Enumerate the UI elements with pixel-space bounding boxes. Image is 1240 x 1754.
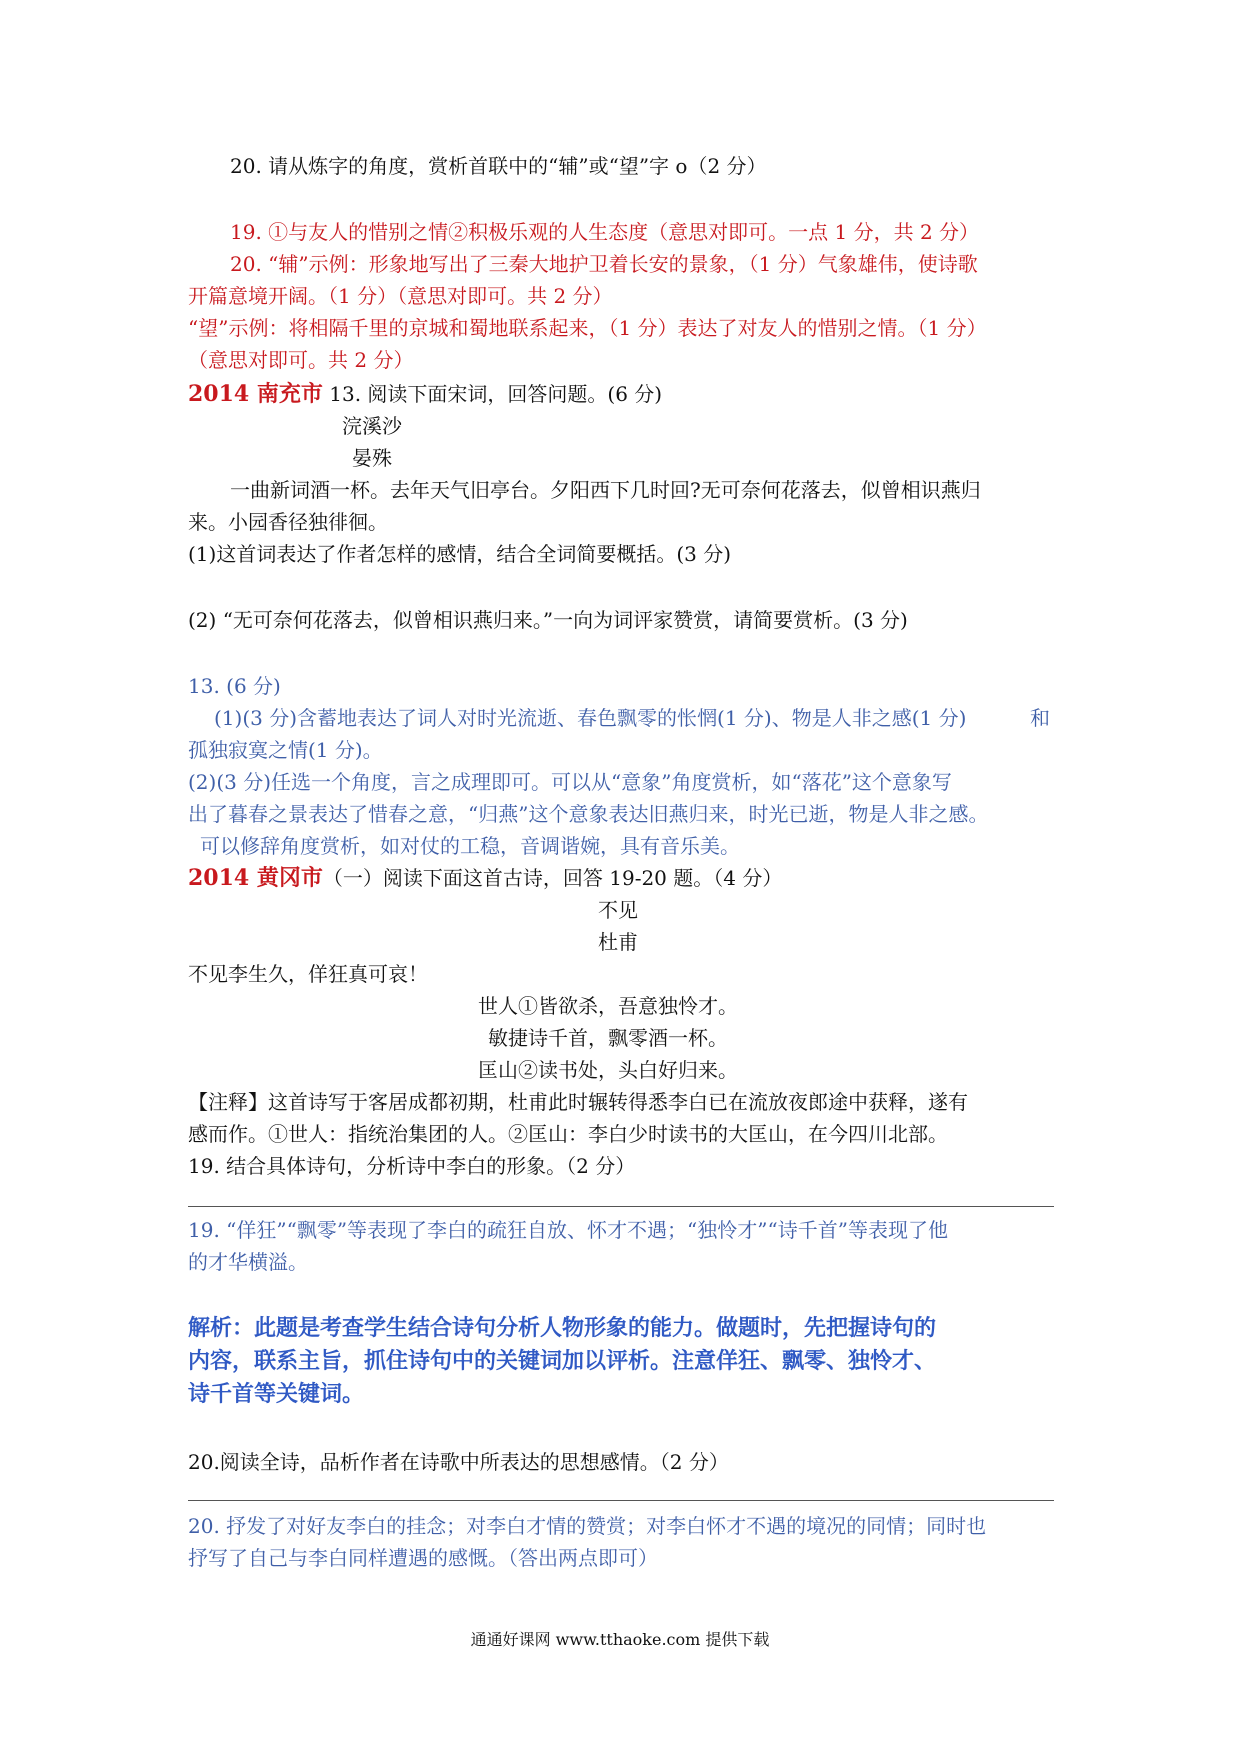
page-footer: 通通好课网 www.tthaoke.com 提供下载 bbox=[470, 1630, 770, 1649]
huanggang-intro: （一）阅读下面这首古诗，回答 19-20 题。（4 分） bbox=[322, 866, 783, 890]
huanggang-answer-20-line2: 抒写了自己与李白同样遭遇的感慨。（答出两点即可） bbox=[188, 1546, 658, 1570]
nanchong-subquestion-1: (1)这首词表达了作者怎样的感情，结合全词简要概括。(3 分) bbox=[188, 542, 732, 566]
poem-line-1: 不见李生久，佯狂真可哀！ bbox=[188, 962, 428, 986]
poem-line-3: 敏捷诗千首，飘零酒一杯。 bbox=[488, 1026, 728, 1050]
answer-20-line1: 20. “辅”示例：形象地写出了三秦大地护卫着长安的景象，（1 分）气象雄伟，使诗歌 bbox=[230, 252, 978, 276]
poem-author-yanshu: 晏殊 bbox=[352, 446, 392, 470]
nanchong-question-13: 13. 阅读下面宋词，回答问题。(6 分) bbox=[322, 382, 663, 406]
huanggang-answer-20-line1: 20. 抒发了对好友李白的挂念；对李白才情的赞赏；对李白怀才不遇的境况的同情；同时也 bbox=[188, 1514, 987, 1538]
poem-title-huanxisha: 浣溪沙 bbox=[342, 414, 402, 438]
poem-body-line2: 来。小园香径独徘徊。 bbox=[188, 510, 388, 534]
question-20-top: 20. 请从炼字的角度，赏析首联中的“辅”或“望”字 o（2 分） bbox=[230, 154, 767, 178]
answer-blank-rule-20 bbox=[188, 1500, 1054, 1501]
nanchong-heading bbox=[188, 378, 1058, 410]
poem-author-dufu: 杜甫 bbox=[598, 930, 638, 954]
poem-body-line1: 一曲新词酒一杯。去年天气旧亭台。夕阳西下几时回?无可奈何花落去，似曾相识燕归 bbox=[230, 478, 981, 502]
nanchong-tag: 2014 南充市 bbox=[188, 381, 323, 407]
nanchong-answer-heading: 13. (6 分) bbox=[188, 674, 281, 698]
poem-note-line1: 【注释】这首诗写于客居成都初期，杜甫此时辗转得悉李白已在流放夜郎途中获释，遂有 bbox=[188, 1090, 968, 1114]
nanchong-answer-1-tail: 和 bbox=[1030, 706, 1050, 730]
huanggang-answer-19-line2: 的才华横溢。 bbox=[188, 1250, 308, 1274]
huanggang-heading bbox=[188, 862, 1058, 894]
nanchong-answer-2-line3: 可以修辞角度赏析，如对仗的工稳，音调谐婉，具有音乐美。 bbox=[200, 834, 740, 858]
poem-title-bujian: 不见 bbox=[598, 898, 638, 922]
huanggang-question-19: 19. 结合具体诗句，分析诗中李白的形象。（2 分） bbox=[188, 1154, 636, 1178]
nanchong-answer-2-line2: 出了暮春之景表达了惜春之意，“归燕”这个意象表达旧燕归来，时光已逝，物是人非之感。 bbox=[188, 802, 989, 826]
poem-note-line2: 感而作。①世人：指统治集团的人。②匡山：李白少时读书的大匡山，在今四川北部。 bbox=[188, 1122, 948, 1146]
nanchong-answer-1-line2: 孤独寂寞之情(1 分)。 bbox=[188, 738, 383, 762]
nanchong-answer-1-line1: (1)(3 分)含蓄地表达了词人对时光流逝、春色飘零的怅惘(1 分)、物是人非之感(1 分) bbox=[214, 706, 967, 730]
answer-20-line2: 开篇意境开阔。（1 分）（意思对即可。共 2 分） bbox=[188, 284, 613, 308]
answer-blank-rule-19 bbox=[188, 1206, 1054, 1207]
analysis-line2: 内容，联系主旨，抓住诗句中的关键词加以评析。注意佯狂、飘零、独怜才、 bbox=[188, 1348, 937, 1374]
analysis-line3: 诗千首等关键词。 bbox=[188, 1381, 365, 1407]
huanggang-question-20: 20.阅读全诗，品析作者在诗歌中所表达的思想感情。（2 分） bbox=[188, 1450, 729, 1474]
huanggang-tag: 2014 黄冈市 bbox=[188, 865, 323, 891]
nanchong-subquestion-2: (2) “无可奈何花落去，似曾相识燕归来。”一向为词评家赞赏，请简要赏析。(3 分) bbox=[188, 608, 908, 632]
poem-line-4: 匡山②读书处，头白好归来。 bbox=[478, 1058, 738, 1082]
poem-line-2: 世人①皆欲杀，吾意独怜才。 bbox=[478, 994, 738, 1018]
analysis-line1: 解析：此题是考查学生结合诗句分析人物形象的能力。做题时，先把握诗句的 bbox=[188, 1315, 937, 1341]
answer-19-top: 19. ①与友人的惜别之情②积极乐观的人生态度（意思对即可。一点 1 分，共 2 分） bbox=[230, 220, 980, 244]
answer-20-line4: （意思对即可。共 2 分） bbox=[188, 348, 414, 372]
nanchong-answer-2-line1: (2)(3 分)任选一个角度，言之成理即可。可以从“意象”角度赏析，如“落花”这个意象写 bbox=[188, 770, 952, 794]
answer-20-line3: “望”示例：将相隔千里的京城和蜀地联系起来，（1 分）表达了对友人的惜别之情。（1 分） bbox=[188, 316, 987, 340]
huanggang-answer-19-line1: 19. “佯狂”“飘零”等表现了李白的疏狂自放、怀才不遇；“独怜才”“诗千首”等表现了他 bbox=[188, 1218, 948, 1242]
